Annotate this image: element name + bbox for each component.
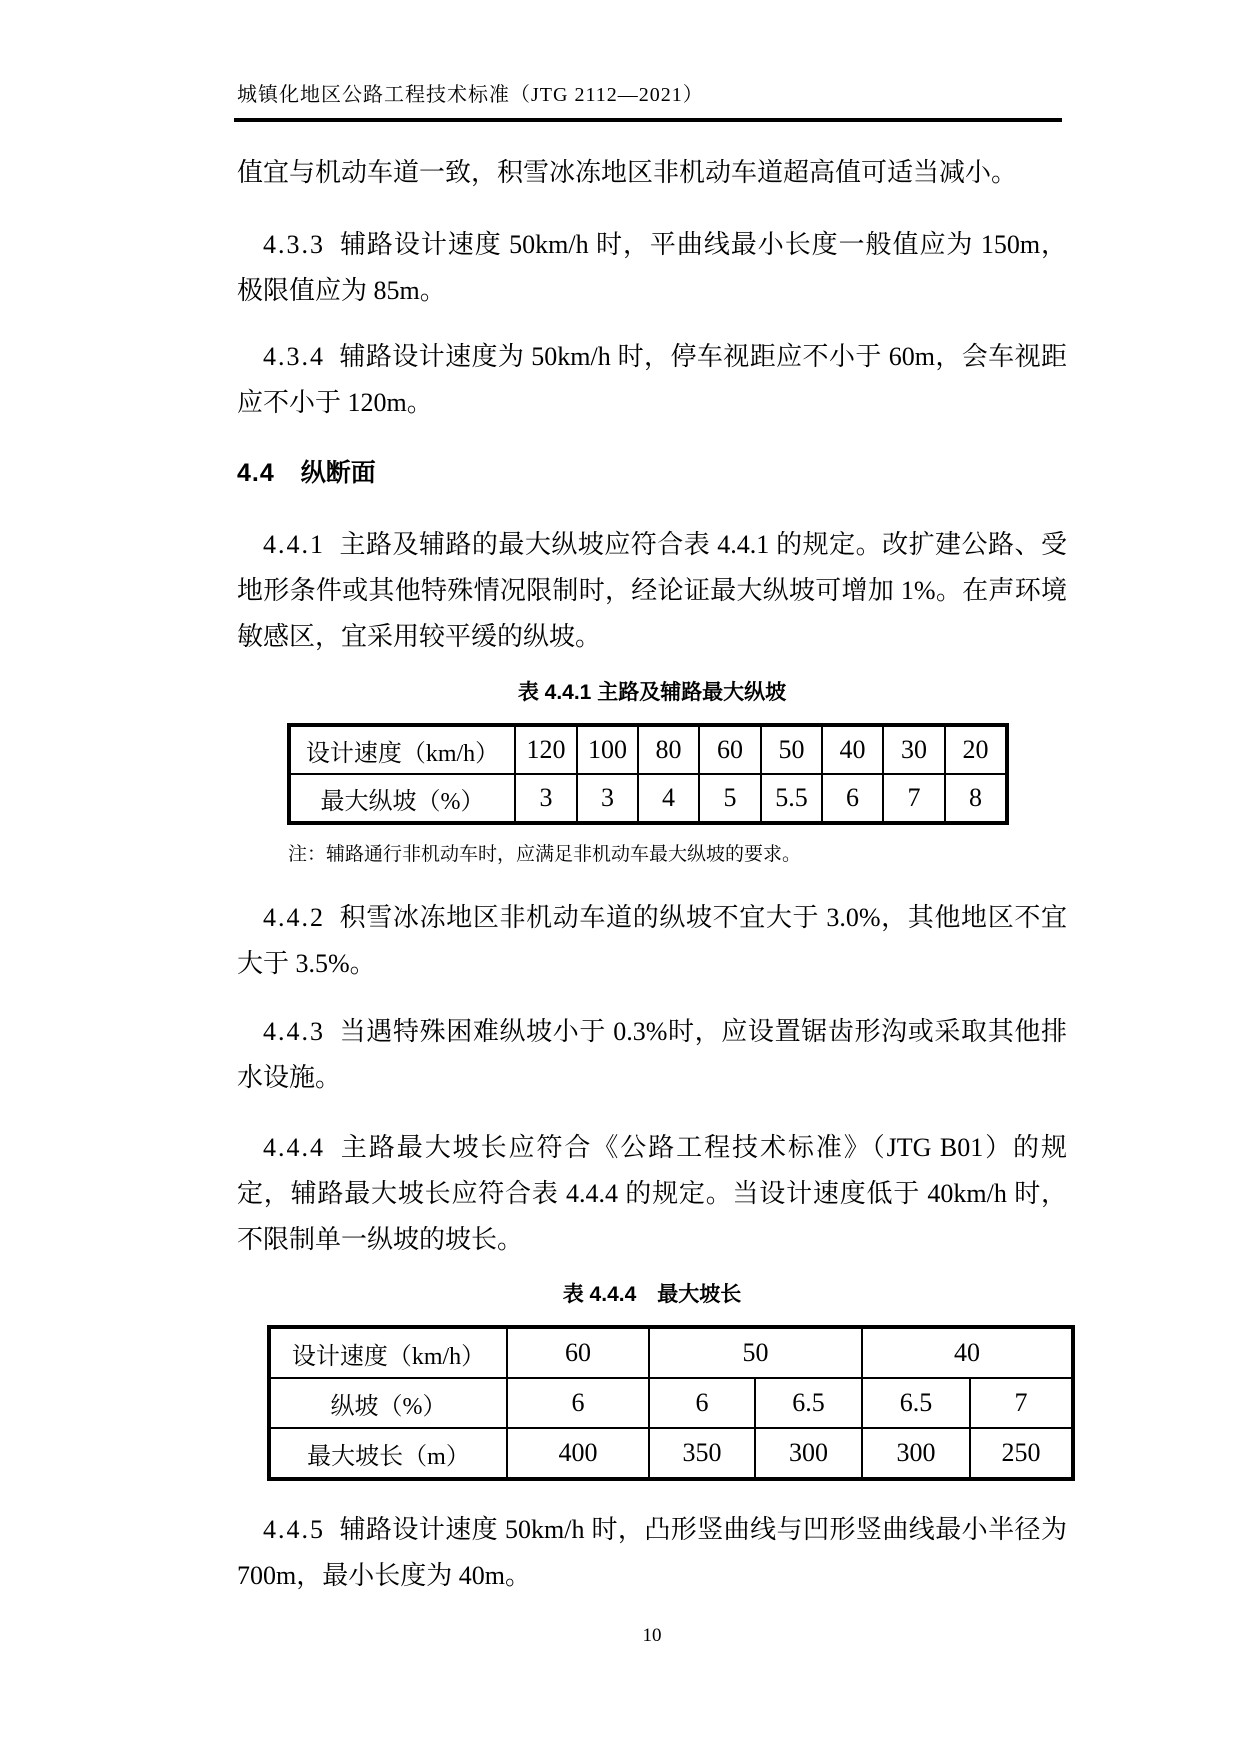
paragraph-continuation: 值宜与机动车道一致，积雪冰冻地区非机动车道超高值可适当减小。 — [237, 158, 1018, 187]
section-number: 4.4 — [237, 459, 275, 487]
row-header-length: 最大坡长（m） — [269, 1428, 507, 1479]
clause-4-4-5 — [237, 1507, 1067, 1599]
grade-cell: 6.5 — [862, 1378, 970, 1428]
length-cell: 350 — [649, 1428, 755, 1479]
grade-cell: 6.5 — [755, 1378, 862, 1428]
section-title: 纵断面 — [300, 459, 376, 487]
grade-cell: 5 — [699, 774, 761, 823]
clause-text: 辅路设计速度 50km/h 时，凸形竖曲线与凹形竖曲线最小半径为 700m，最小长度为 40m。 — [237, 1515, 1067, 1590]
clause-4-3-4 — [237, 334, 1067, 426]
clause-text: 辅路设计速度为 50km/h 时，停车视距应不小于 60m，会车视距应不小于 120m。 — [237, 342, 1067, 417]
speed-cell: 20 — [945, 725, 1007, 774]
clause-4-3-3 — [237, 222, 1067, 314]
grade-cell: 6 — [649, 1378, 755, 1428]
table-441-note: 注：辅路通行非机动车时，应满足非机动车最大纵坡的要求。 — [288, 844, 802, 865]
speed-cell: 40 — [822, 725, 883, 774]
length-cell: 300 — [862, 1428, 970, 1479]
table-441-caption: 表 4.4.1 主路及辅路最大纵坡 — [517, 681, 787, 704]
running-header-title: 城镇化地区公路工程技术标准（JTG 2112—2021） — [237, 84, 704, 106]
section-heading-4-4 — [237, 456, 1067, 490]
grade-cell: 3 — [515, 774, 577, 823]
length-cell: 400 — [507, 1428, 649, 1479]
clause-text: 积雪冰冻地区非机动车道的纵坡不宜大于 3.0%，其他地区不宜大于 3.5%。 — [237, 903, 1067, 978]
clause-text: 当遇特殊困难纵坡小于 0.3%时，应设置锯齿形沟或采取其他排水设施。 — [237, 1017, 1067, 1092]
table-row — [269, 1327, 1073, 1378]
clause-4-4-4 — [237, 1125, 1067, 1263]
clause-number: 4.3.4 — [263, 342, 325, 371]
clause-text: 主路及辅路的最大纵坡应符合表 4.4.1 的规定。改扩建公路、受地形条件或其他特殊情况限制时，经论证最大纵坡可增加 1%。在声环境敏感区，宜采用较平缓的纵坡。 — [237, 530, 1067, 651]
row-header-speed: 设计速度（km/h） — [269, 1327, 507, 1378]
page-number: 10 — [642, 1625, 662, 1646]
clause-number: 4.4.3 — [263, 1017, 325, 1046]
row-header-grade: 纵坡（%） — [269, 1378, 507, 1428]
speed-cell: 30 — [883, 725, 945, 774]
clause-number: 4.4.2 — [263, 903, 325, 932]
clause-4-4-3 — [237, 1009, 1067, 1101]
speed-cell: 40 — [862, 1327, 1073, 1378]
table-444-caption: 表 4.4.4 最大坡长 — [562, 1283, 742, 1306]
table-row — [289, 774, 1007, 823]
speed-cell: 50 — [649, 1327, 862, 1378]
speed-cell: 50 — [761, 725, 822, 774]
clause-4-4-2 — [237, 895, 1067, 987]
speed-cell: 60 — [699, 725, 761, 774]
table-row — [269, 1428, 1073, 1479]
speed-cell: 80 — [638, 725, 699, 774]
grade-cell: 3 — [577, 774, 638, 823]
clause-number: 4.4.4 — [263, 1133, 325, 1162]
table-row — [269, 1378, 1073, 1428]
length-cell: 250 — [970, 1428, 1073, 1479]
grade-cell: 4 — [638, 774, 699, 823]
clause-number: 4.4.1 — [263, 530, 325, 559]
grade-cell: 6 — [507, 1378, 649, 1428]
table-row — [289, 725, 1007, 774]
speed-cell: 100 — [577, 725, 638, 774]
grade-cell: 7 — [883, 774, 945, 823]
speed-cell: 120 — [515, 725, 577, 774]
clause-text: 辅路设计速度 50km/h 时，平曲线最小长度一般值应为 150m，极限值应为 85m。 — [237, 230, 1067, 305]
table-max-gradient — [287, 723, 1009, 825]
header-rule — [234, 118, 1062, 122]
row-header-grade: 最大纵坡（%） — [289, 774, 515, 823]
clause-4-4-1 — [237, 522, 1067, 660]
clause-text: 主路最大坡长应符合《公路工程技术标准》（JTG B01）的规定，辅路最大坡长应符合表 4.4.4 的规定。当设计速度低于 40km/h 时，不限制单一纵坡的坡长。 — [237, 1133, 1067, 1254]
speed-cell: 60 — [507, 1327, 649, 1378]
grade-cell: 6 — [822, 774, 883, 823]
grade-cell: 8 — [945, 774, 1007, 823]
clause-number: 4.3.3 — [263, 230, 325, 259]
length-cell: 300 — [755, 1428, 862, 1479]
row-header-speed: 设计速度（km/h） — [289, 725, 515, 774]
grade-cell: 5.5 — [761, 774, 822, 823]
clause-number: 4.4.5 — [263, 1515, 325, 1544]
table-max-slope-length — [267, 1325, 1075, 1481]
grade-cell: 7 — [970, 1378, 1073, 1428]
